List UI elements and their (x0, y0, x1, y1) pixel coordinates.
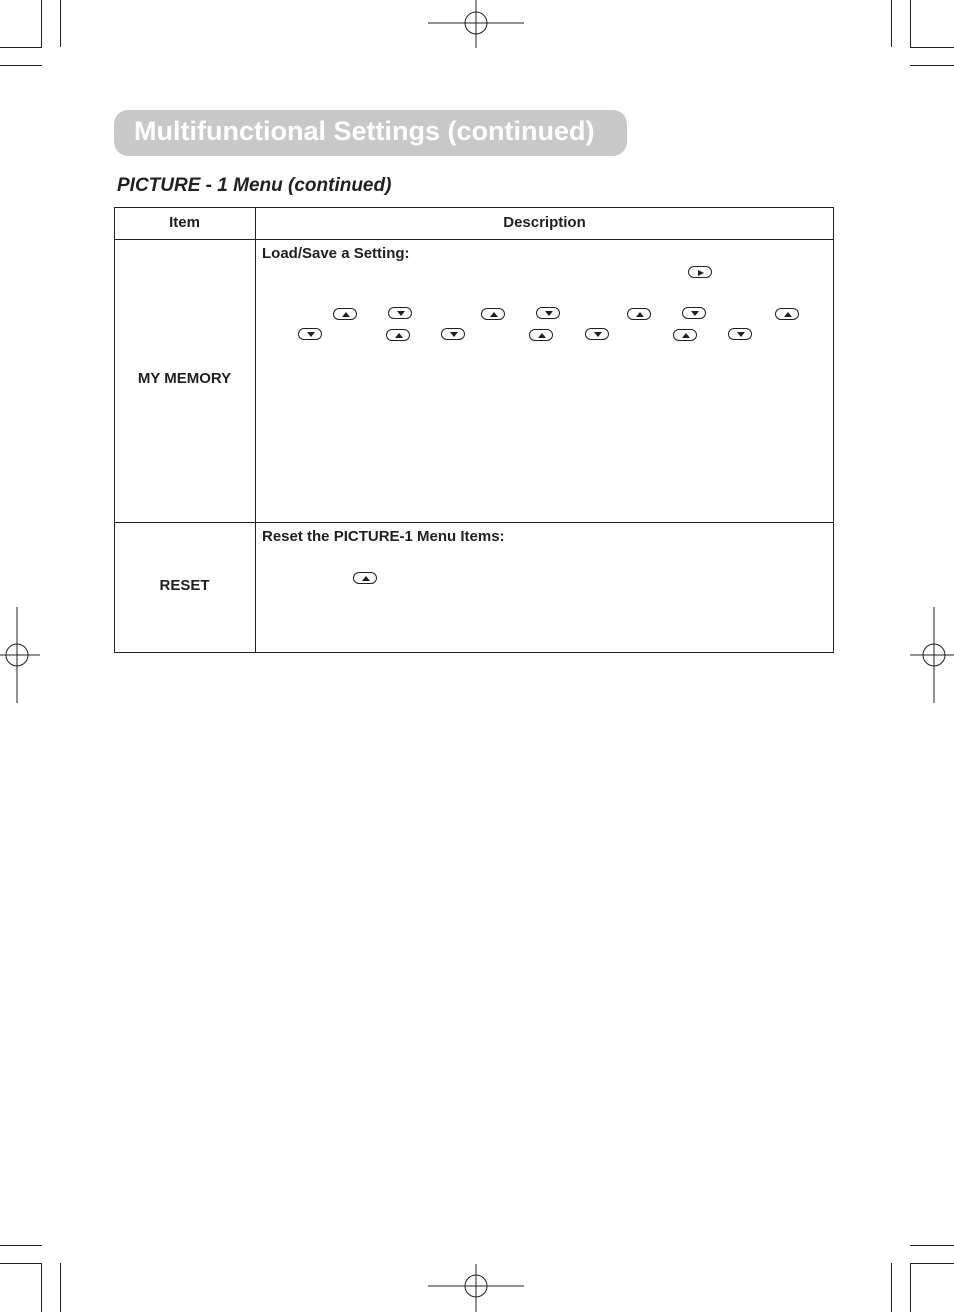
down-arrow-button-icon (388, 307, 412, 319)
page-title: Multifunctional Settings (continued) (134, 116, 595, 146)
registration-mark-icon (428, 1264, 524, 1312)
crop-mark-icon (0, 65, 42, 66)
crop-mark-icon (891, 0, 892, 47)
crop-mark-icon (0, 47, 42, 48)
registration-mark-icon (910, 607, 954, 703)
crop-mark-icon (41, 1263, 42, 1312)
crop-mark-icon (0, 1245, 42, 1246)
registration-mark-icon (428, 0, 524, 48)
crop-mark-icon (60, 1263, 61, 1312)
up-arrow-button-icon (529, 329, 553, 341)
settings-table (114, 207, 834, 653)
crop-mark-icon (0, 1263, 42, 1264)
down-arrow-button-icon (682, 307, 706, 319)
down-arrow-button-icon (585, 328, 609, 340)
down-arrow-button-icon (441, 328, 465, 340)
up-arrow-button-icon (481, 308, 505, 320)
crop-mark-icon (910, 65, 954, 66)
crop-mark-icon (910, 0, 911, 47)
crop-mark-icon (910, 1263, 911, 1312)
up-arrow-button-icon (673, 329, 697, 341)
up-arrow-button-icon (386, 329, 410, 341)
row-item-my-memory: MY MEMORY (137, 370, 232, 387)
down-arrow-button-icon (728, 328, 752, 340)
down-arrow-button-icon (536, 307, 560, 319)
column-header-item: Item (169, 214, 200, 231)
registration-mark-icon (0, 607, 40, 703)
column-header-description: Description (503, 214, 586, 231)
table-border-top (114, 207, 834, 208)
table-header-divider (114, 239, 834, 240)
up-arrow-button-icon (775, 308, 799, 320)
table-row-divider (114, 522, 834, 523)
row-description-heading: Reset the PICTURE-1 Menu Items: (262, 528, 505, 545)
up-arrow-button-icon (353, 572, 377, 584)
down-arrow-button-icon (298, 328, 322, 340)
crop-mark-icon (910, 1245, 954, 1246)
row-item-reset: RESET (159, 577, 210, 594)
crop-mark-icon (891, 1263, 892, 1312)
crop-mark-icon (910, 47, 954, 48)
title-banner (114, 110, 627, 156)
crop-mark-icon (41, 0, 42, 47)
up-arrow-button-icon (627, 308, 651, 320)
table-border-bottom (114, 652, 834, 653)
table-column-divider (255, 207, 256, 653)
row-description-heading: Load/Save a Setting: (262, 245, 410, 262)
section-subtitle: PICTURE - 1 Menu (continued) (117, 175, 392, 196)
up-arrow-button-icon (333, 308, 357, 320)
crop-mark-icon (910, 1263, 954, 1264)
crop-mark-icon (60, 0, 61, 47)
table-border-right (833, 207, 834, 653)
right-arrow-button-icon (688, 266, 712, 278)
